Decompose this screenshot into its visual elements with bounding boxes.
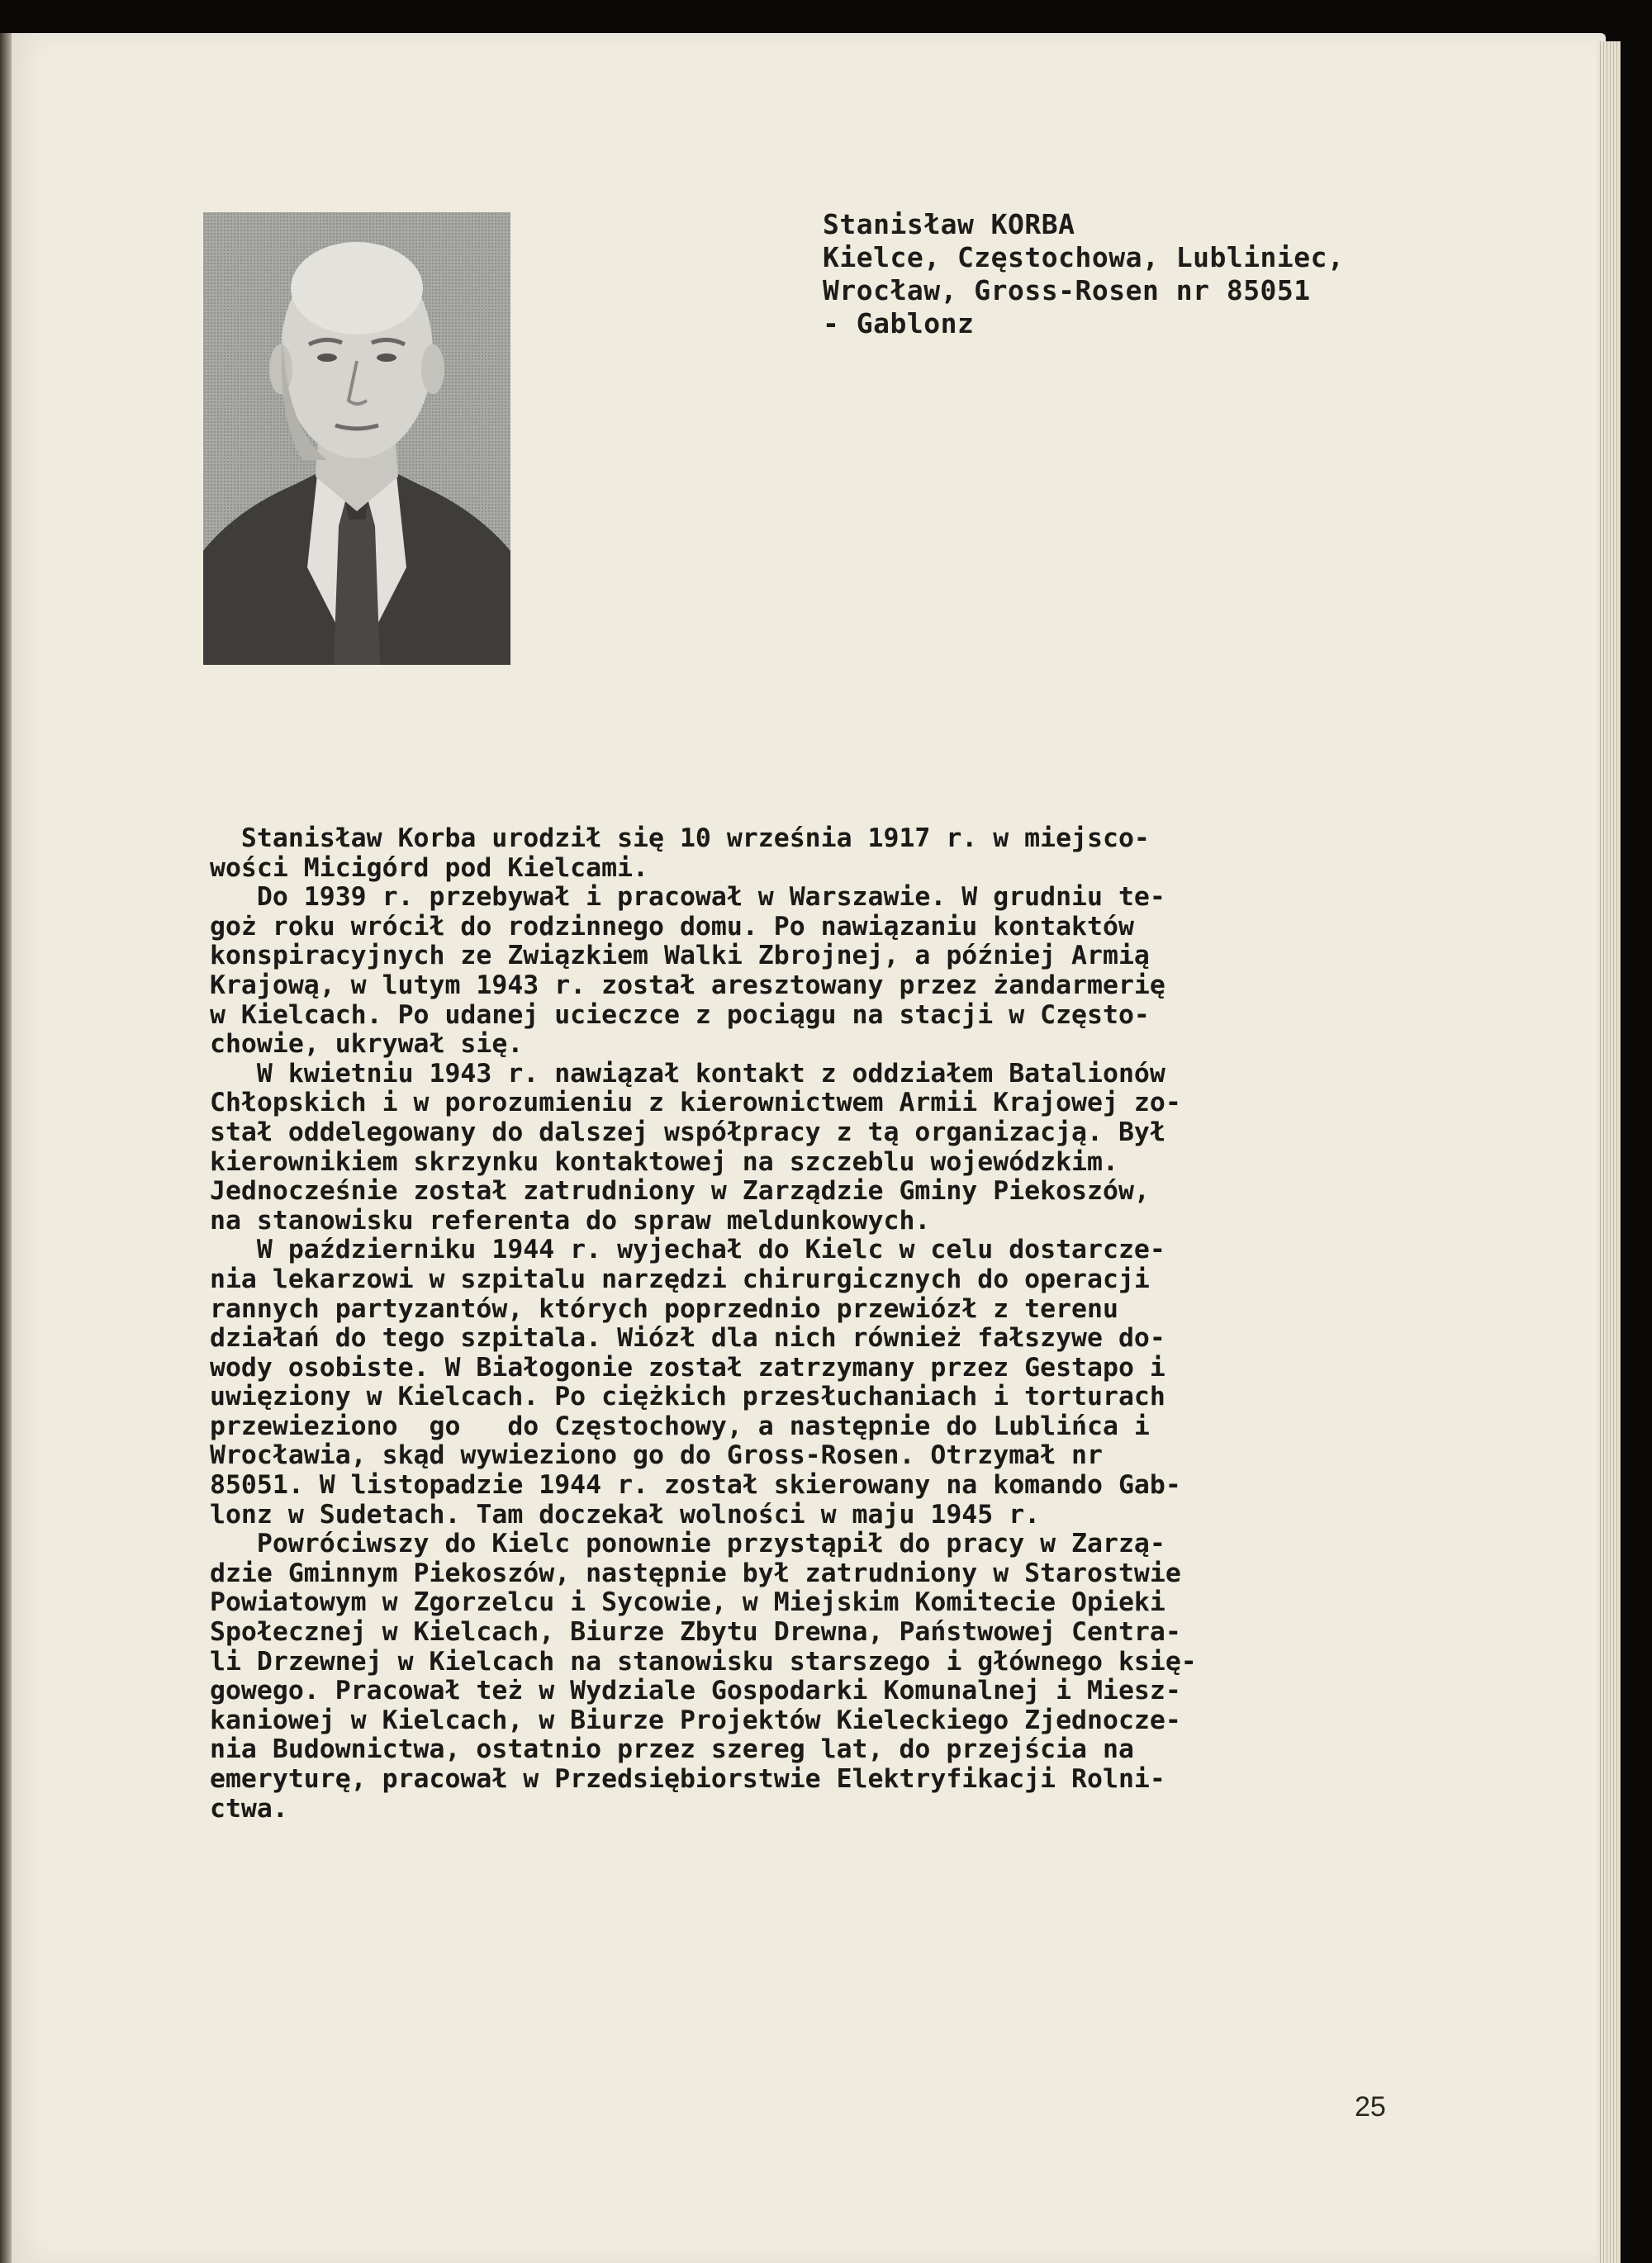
body-line: nia lekarzowi w szpitalu narzędzi chirurgicznych do operacji xyxy=(210,1264,1150,1294)
header-places-line-3: - Gablonz xyxy=(823,307,975,339)
body-line: Do 1939 r. przebywał i pracował w Warszawie. W grudniu te- xyxy=(210,882,1165,913)
body-line: na stanowisku referenta do spraw meldunkowych. xyxy=(210,1205,931,1236)
biography-header xyxy=(823,208,1450,340)
body-line: rannych partyzantów, których poprzednio przewiózł z terenu xyxy=(210,1293,1118,1324)
header-places-line-2: Wrocław, Gross-Rosen nr 85051 xyxy=(823,274,1311,306)
body-line: W październiku 1944 r. wyjechał do Kielc w celu dostarcze- xyxy=(210,1235,1165,1265)
body-line: wości Micigórd pod Kielcami. xyxy=(210,852,649,883)
body-line: Społecznej w Kielcach, Biurze Zbytu Drewna, Państwowej Centra- xyxy=(210,1617,1181,1648)
body-line: stał oddelegowany do dalszej współpracy z tą organizacją. Był xyxy=(210,1117,1165,1147)
body-line: Krajową, w lutym 1943 r. został aresztowany przez żandarmerię xyxy=(210,970,1165,1000)
body-line: w Kielcach. Po udanej ucieczce z pociągu na stacji w Często- xyxy=(210,999,1150,1030)
body-line: ctwa. xyxy=(210,1793,288,1824)
body-line: emeryturę, pracował w Przedsiębiorstwie Elektryfikacji Rolni- xyxy=(210,1764,1165,1794)
page-number: 25 xyxy=(1355,2091,1386,2123)
header-places-line-1: Kielce, Częstochowa, Lubliniec, xyxy=(823,241,1345,273)
body-line: chowie, ukrywał się. xyxy=(210,1029,524,1060)
body-line: dzie Gminnym Piekoszów, następnie był zatrudniony w Starostwie xyxy=(210,1558,1181,1588)
header-name: Stanisław KORBA xyxy=(823,208,1075,240)
body-line: Powróciwszy do Kielc ponownie przystąpił do pracy w Zarzą- xyxy=(210,1529,1165,1559)
body-line: 85051. W listopadzie 1944 r. został skierowany na komando Gab- xyxy=(210,1470,1181,1501)
body-line: wody osobiste. W Białogonie został zatrzymany przez Gestapo i xyxy=(210,1352,1165,1383)
body-line: Wrocławia, skąd wywieziono go do Gross-Rosen. Otrzymał nr xyxy=(210,1440,1103,1471)
body-line: lonz w Sudetach. Tam doczekał wolności w maju 1945 r. xyxy=(210,1499,1041,1530)
body-line: kierownikiem skrzynku kontaktowej na szczeblu wojewódzkim. xyxy=(210,1146,1118,1177)
body-line: Jednocześnie został zatrudniony w Zarządzie Gminy Piekoszów, xyxy=(210,1176,1150,1207)
page-stack-edge xyxy=(1597,41,1621,2263)
body-line: nia Budownictwa, ostatnio przez szereg lat, do przejścia na xyxy=(210,1734,1134,1765)
body-line: li Drzewnej w Kielcach na stanowisku starszego i głównego księ- xyxy=(210,1646,1197,1677)
body-line: konspiracyjnych ze Związkiem Walki Zbrojnej, a później Armią xyxy=(210,941,1150,971)
body-line: gowego. Pracował też w Wydziale Gospodarki Komunalnej i Miesz- xyxy=(210,1676,1181,1706)
body-line: Stanisław Korba urodził się 10 września 1917 r. w miejsco- xyxy=(210,823,1150,853)
body-line: goż roku wrócił do rodzinnego domu. Po nawiązaniu kontaktów xyxy=(210,911,1134,942)
body-line: działań do tego szpitala. Wiózł dla nich również fałszywe do- xyxy=(210,1323,1165,1354)
body-line: W kwietniu 1943 r. nawiązał kontakt z oddziałem Batalionów xyxy=(210,1058,1165,1089)
biography-body xyxy=(210,824,1383,1824)
body-line: Chłopskich i w porozumieniu z kierownictwem Armii Krajowej zo- xyxy=(210,1088,1181,1118)
portrait-photo xyxy=(203,212,510,665)
body-line: uwięziony w Kielcach. Po ciężkich przesłuchaniach i torturach xyxy=(210,1382,1165,1412)
body-line: kaniowej w Kielcach, w Biurze Projektów Kieleckiego Zjednocze- xyxy=(210,1705,1181,1735)
body-line: Powiatowym w Zgorzelcu i Sycowie, w Miejskim Komitecie Opieki xyxy=(210,1587,1165,1618)
portrait-image xyxy=(203,212,510,665)
body-line: przewieziono go do Częstochowy, a następnie do Lublińca i xyxy=(210,1411,1150,1441)
